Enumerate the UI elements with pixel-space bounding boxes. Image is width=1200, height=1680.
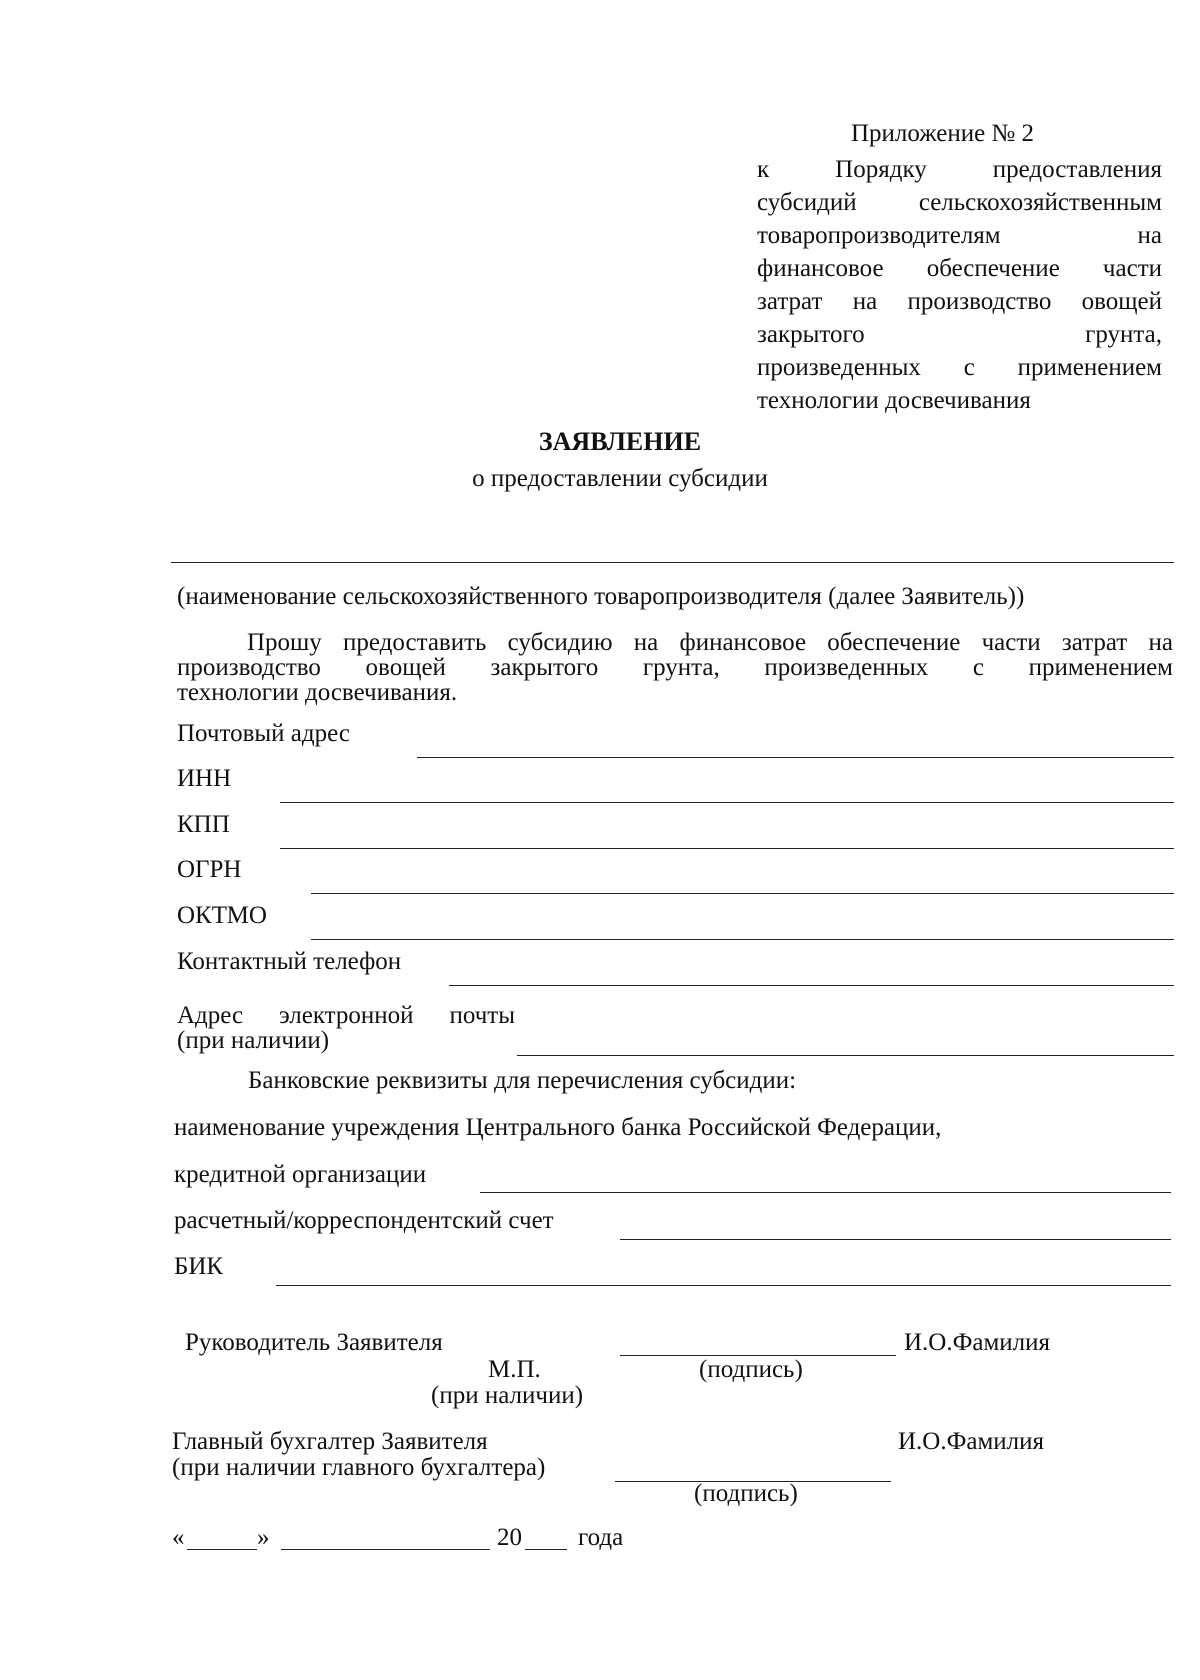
date-day-line[interactable] xyxy=(187,1549,257,1550)
ogrn-line[interactable] xyxy=(311,893,1174,894)
phone-label: Контактный телефон xyxy=(177,948,402,975)
stamp-label: М.П. xyxy=(488,1356,541,1383)
ogrn-label: ОГРН xyxy=(177,856,242,883)
kpp-line[interactable] xyxy=(280,848,1174,849)
applicant-name-caption: (наименование сельскохозяйственного товаропроизводителя (далее Заявитель)) xyxy=(177,583,1025,610)
email-label xyxy=(177,1003,515,1053)
head-signature-caption: (подпись) xyxy=(699,1356,803,1383)
credit-org-line[interactable] xyxy=(480,1192,1171,1193)
oktmo-label: ОКТМО xyxy=(177,902,267,929)
appendix-line: технологии досвечивания xyxy=(757,387,1031,414)
document-subtitle: о предоставлении субсидии xyxy=(472,465,768,492)
inn-line[interactable] xyxy=(280,802,1174,803)
request-line: Прошу предоставить субсидию на финансовое обеспечение части затрат на xyxy=(247,629,1173,656)
date-year-line[interactable] xyxy=(525,1549,567,1550)
appendix-line: субсидий сельскохозяйственным xyxy=(757,189,1162,216)
head-label: Руководитель Заявителя xyxy=(185,1329,443,1356)
inn-label: ИНН xyxy=(177,765,232,792)
head-name: И.О.Фамилия xyxy=(904,1329,1051,1356)
oktmo-line[interactable] xyxy=(311,939,1174,940)
cb-name-label: наименование учреждения Центрального банка Российской Федерации, xyxy=(174,1114,942,1141)
appendix-reference xyxy=(757,153,1162,417)
document-title: ЗАЯВЛЕНИЕ xyxy=(538,427,702,456)
date-month-line[interactable] xyxy=(281,1549,490,1550)
bank-details-heading: Банковские реквизиты для перечисления субсидии: xyxy=(248,1067,797,1094)
account-line[interactable] xyxy=(620,1239,1171,1240)
bik-label: БИК xyxy=(174,1253,224,1280)
date-year-suffix: года xyxy=(578,1524,624,1551)
appendix-line: товаропроизводителям на xyxy=(757,222,1162,249)
appendix-line: произведенных с применением xyxy=(757,354,1162,381)
email-label-line: Адрес электронной почты xyxy=(177,1002,515,1029)
account-label: расчетный/корреспондентский счет xyxy=(174,1207,554,1234)
postal-address-line[interactable] xyxy=(417,757,1174,758)
date-open-quote: « xyxy=(172,1524,185,1551)
appendix-line: затрат на производство овощей xyxy=(757,288,1162,315)
email-line[interactable] xyxy=(517,1055,1174,1056)
postal-address-label: Почтовый адрес xyxy=(177,720,350,747)
kpp-label: КПП xyxy=(177,811,230,838)
email-label-note: (при наличии) xyxy=(177,1027,330,1054)
accountant-name: И.О.Фамилия xyxy=(898,1428,1045,1455)
appendix-line: финансовое обеспечение части xyxy=(757,255,1162,282)
credit-org-label: кредитной организации xyxy=(174,1161,427,1188)
phone-line[interactable] xyxy=(449,985,1174,986)
accountant-label: Главный бухгалтер Заявителя xyxy=(172,1428,488,1455)
bik-line[interactable] xyxy=(276,1285,1171,1286)
accountant-note: (при наличии главного бухгалтера) xyxy=(172,1454,546,1481)
appendix-line: закрытого грунта, xyxy=(757,321,1162,348)
date-year-prefix: 20 xyxy=(497,1524,522,1551)
request-paragraph xyxy=(177,630,1173,705)
appendix-line: к Порядку предоставления xyxy=(757,156,1162,183)
request-line: производство овощей закрытого грунта, произведенных с применением xyxy=(177,654,1173,681)
stamp-note: (при наличии) xyxy=(431,1382,584,1409)
appendix-title: Приложение № 2 xyxy=(851,120,1035,147)
request-line: технологии досвечивания. xyxy=(177,679,458,706)
date-close-quote: » xyxy=(257,1524,270,1551)
accountant-signature-caption: (подпись) xyxy=(694,1480,798,1507)
applicant-name-line[interactable] xyxy=(171,562,1174,563)
